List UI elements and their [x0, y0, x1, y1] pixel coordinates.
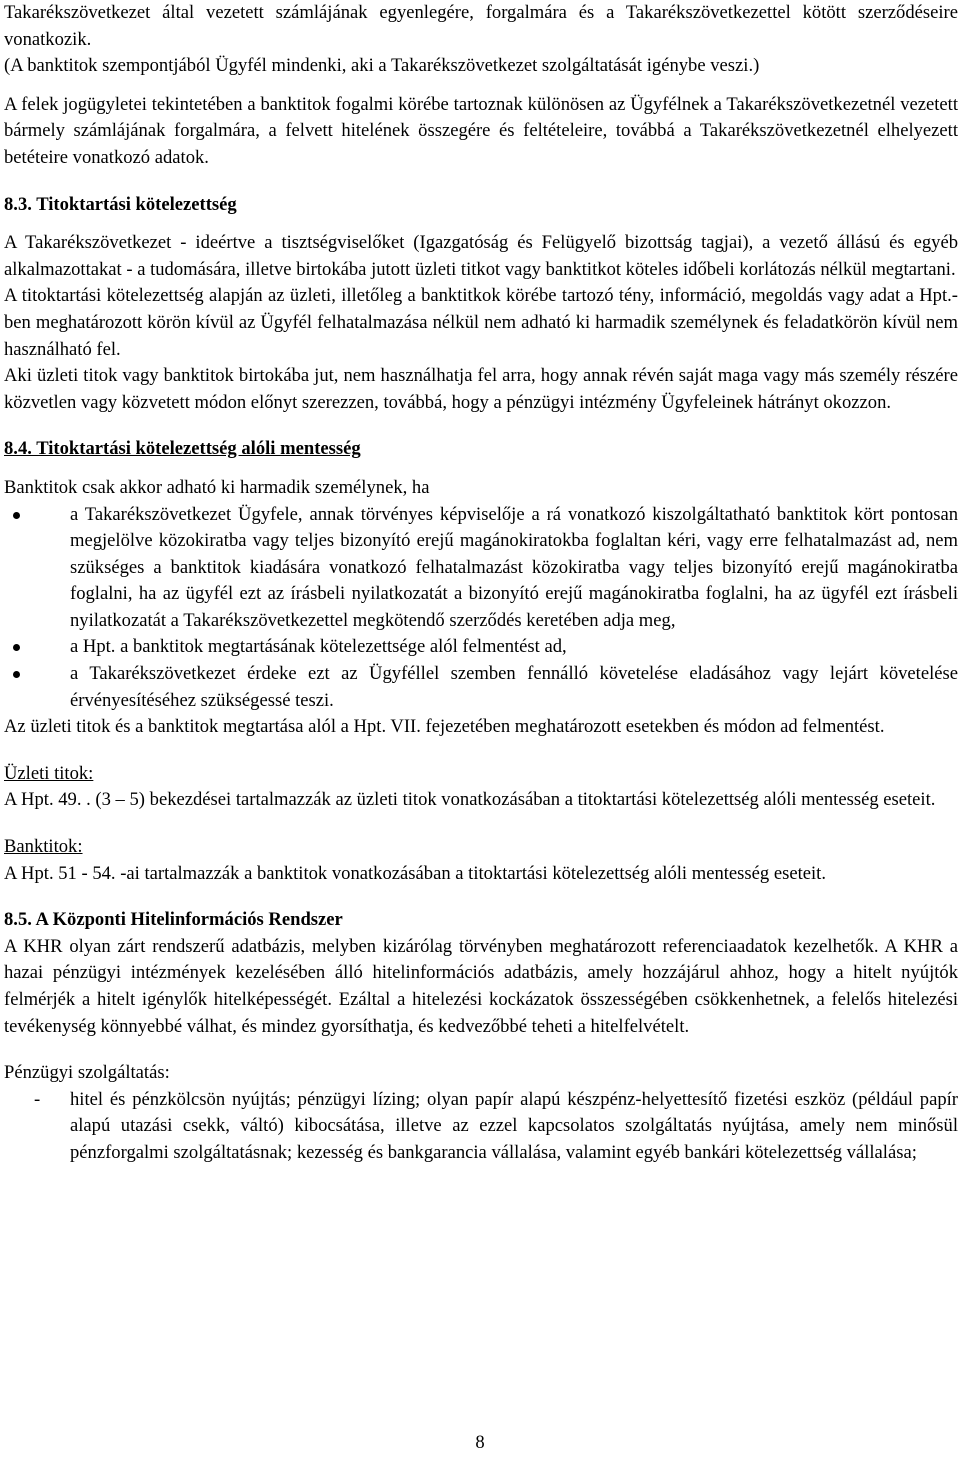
- paragraph: A Hpt. 51 - 54. -ai tartalmazzák a banktitok vonatkozásában a titoktartási kötelezettség alóli mentesség eseteit.: [4, 862, 826, 884]
- paragraph: A felek jogügyletei tekintetében a banktitok fogalmi körébe tartoznak különösen az Ügyfélnek a Takarékszövetkezetnél vezetett bármely számlájának forgalmára, a felvett hitelének összegére és feltételeire, továbbá a Takarékszövetkezetnél elhelyezett betéteire vonatkozó adatok.: [4, 93, 958, 168]
- section-heading-8-5: 8.5. A Központi Hitelinformációs Rendszer: [4, 909, 343, 931]
- paragraph: Az üzleti titok és a banktitok megtartása alól a Hpt. VII. fejezetében meghatározott esetekben és módon ad felmentést.: [4, 716, 885, 738]
- paragraph: A Takarékszövetkezet - ideértve a tisztségviselőket (Igazgatóság és Felügyelő bizottság tagjai), a vezető állású és egyéb alkalmazottakat - a tudomására, illetve birtokába jutott üzleti titkot vagy banktitkot köteles időbeli korlátozás nélkül megtartani.: [4, 232, 958, 280]
- subheading-banktitok: Banktitok:: [4, 836, 83, 858]
- bullet-item: a Takarékszövetkezet Ügyfele, annak törvényes képviselője a rá vonatkozó kiszolgáltatható banktitok kört pontosan megjelölve közokiratba vagy teljes bizonyító erejű magánokiratokba foglaltan kéri, vagy erre felhatalmazást ad, nem szükséges a banktitok kiadására vonatkozó felhatalmazást közokiratba vagy teljes bizonyító erejű magánokiratba foglalni, ha az ügyfél ezt az írásbeli nyilatkozatát a bizonyító erejű magánokiratba foglalni, ha az ügyfél ezt írásbeli nyilatkozatát a Takarékszövetkezettel megkötendő szerződés keretében adja meg,: [4, 502, 958, 635]
- paragraph: Takarékszövetkezet által vezetett számlájának egyenlegére, forgalmára és a Takarékszövetkezettel kötött szerződéseire vonatkozik.: [4, 2, 958, 50]
- document-page: [4, 0, 958, 1167]
- dash-item: [4, 1087, 958, 1167]
- page-number: 8: [475, 1432, 485, 1453]
- section-heading-8-4: 8.4. Titoktartási kötelezettség alóli mentesség: [4, 438, 361, 460]
- dash-marker: -: [34, 1088, 41, 1110]
- paragraph: (A banktitok szempontjából Ügyfél mindenki, aki a Takarékszövetkezet szolgáltatását igénybe veszi.): [4, 55, 760, 77]
- paragraph: A Hpt. 49. . (3 – 5) bekezdései tartalmazzák az üzleti titok vonatkozásában a titoktartási kötelezettség alóli mentesség eseteit.: [4, 789, 936, 811]
- paragraph: Aki üzleti titok vagy banktitok birtokába jut, nem használhatja fel arra, hogy annak révén saját maga vagy más személy részére közvetlen vagy közvetett módon előnyt szerezzen, továbbá, hogy a pénzügyi intézmény Ügyfeleinek hátrányt okozzon.: [4, 365, 958, 413]
- subheading-uzleti-titok: Üzleti titok:: [4, 762, 94, 784]
- bullet-item: a Takarékszövetkezet érdeke ezt az Ügyféllel szemben fennálló követelése eladásához vagy lejárt követelése érvényesítéséhez szükségessé teszi.: [4, 661, 958, 714]
- dash-list: [4, 1087, 958, 1167]
- label-penzugyi-szolgaltatas: Pénzügyi szolgáltatás:: [4, 1062, 170, 1084]
- bullet-item: a Hpt. a banktitok megtartásának kötelezettsége alól felmentést ad,: [4, 634, 958, 661]
- section-heading-8-3: 8.3. Titoktartási kötelezettség: [4, 193, 237, 215]
- bullet-list: [4, 502, 958, 715]
- paragraph: A KHR olyan zárt rendszerű adatbázis, melyben kizárólag törvényben meghatározott referenciaadatok kezelhetők. A KHR a hazai pénzügyi intézmények kezelésében álló hitelinformációs adatbázis, amely hozzájárul ahhoz, hogy a hitelt nyújtók felmérjék a hitelt igénylők hitelképességét. Ezáltal a hitelezési kockázatok összességében csökkenhetnek, a felelős hitelezési tevékenység könnyebbé válhat, és mindez gyorsíthatja, és kedvezőbbé teheti a hitelfelvételt.: [4, 935, 958, 1037]
- paragraph: A titoktartási kötelezettség alapján az üzleti, illetőleg a banktitkok körébe tartozó tény, információ, megoldás vagy adat a Hpt.-ben meghatározott körön kívül az Ügyfél felhatalmazása nélkül nem adható ki harmadik személynek és feladatkörön kívül nem használható fel.: [4, 285, 958, 360]
- dash-item-text: hitel és pénzkölcsön nyújtás; pénzügyi lízing; olyan papír alapú készpénz-helyettesítő fizetési eszköz (például papír alapú utazási csekk, váltó) kibocsátása, illetve az ezzel kapcsolatos szolgáltatás nyújtása, amely nem minősül pénzforgalmi szolgáltatásnak; kezesség és bankgarancia vállalása, valamint egyéb bankári kötelezettség vállalása;: [70, 1088, 958, 1163]
- paragraph: Banktitok csak akkor adható ki harmadik személynek, ha: [4, 476, 430, 498]
